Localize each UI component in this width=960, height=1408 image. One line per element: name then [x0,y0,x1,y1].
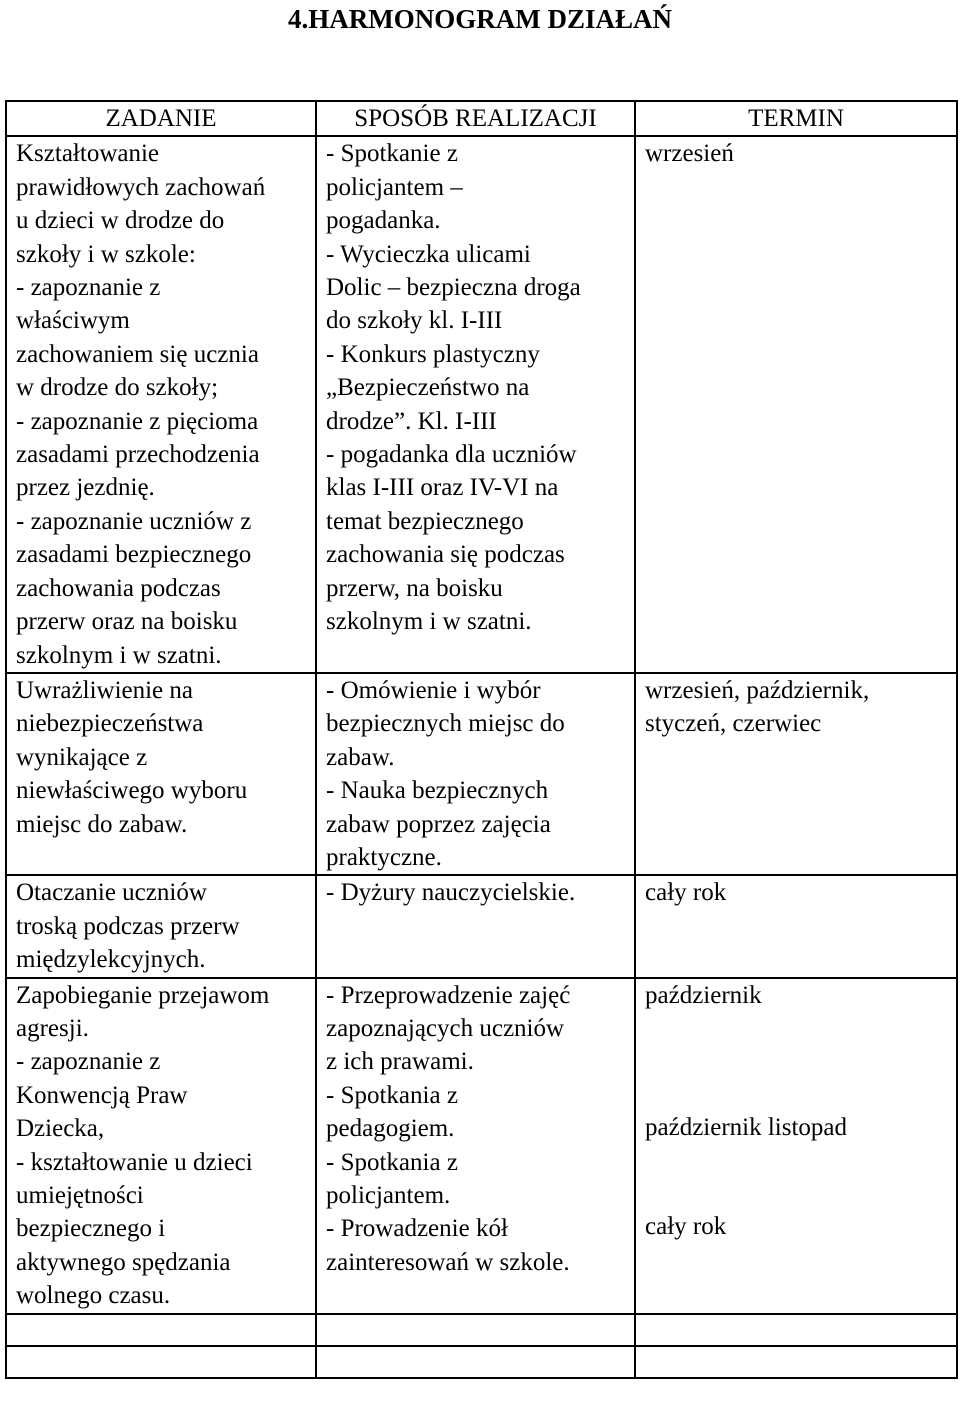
cell-text-line: szkolnym i w szatni. [16,641,222,669]
cell-text-line: przerw oraz na boisku [16,608,238,636]
cell-text-line: wynikające z [16,743,148,771]
cell-text-line: niebezpieczeństwa [16,710,204,738]
cell-zadanie [6,673,316,875]
cell-text-line: Konwencją Praw [16,1081,188,1109]
schedule-table [5,100,958,1379]
cell-text-line: „Bezpieczeństwo na [326,374,530,402]
header-sposob-realizacji: SPOSÓB REALIZACJI [316,101,635,136]
cell-text-line: zainteresowań w szkole. [326,1248,570,1276]
cell-text-line: klas I-III oraz IV-VI na [326,474,559,502]
cell-text-line: aktywnego spędzania [16,1248,231,1276]
cell-text-line: pedagogiem. [326,1115,455,1143]
cell-text-line: cały rok [645,879,727,907]
cell-text-line: Kształtowanie [16,140,160,168]
cell-text-line: policjantem – [326,173,463,201]
cell-text-line: temat bezpiecznego [326,507,524,535]
table-row [6,875,957,977]
cell-text-line: - Prowadzenie kół [326,1215,508,1243]
cell-zadanie [6,875,316,977]
cell-zadanie [6,136,316,673]
cell-text-line: - Przeprowadzenie zajęć [326,981,571,1009]
cell-text-line: zachowania się podczas [326,541,565,569]
cell-zadanie [6,978,316,1314]
cell-text-line [645,1144,956,1177]
cell-text-line: - zapoznanie uczniów z [16,507,252,535]
table-row [6,673,957,875]
cell-text-line: troską podczas przerw [16,912,240,940]
cell-sposob [316,673,635,875]
cell-text-line: - Spotkania z [326,1081,458,1109]
cell-text-line: - zapoznanie z [16,274,161,302]
cell-text-line: cały rok [645,1213,727,1241]
empty-cell [635,1314,957,1346]
cell-text-line: u dzieci w drodze do [16,207,225,235]
cell-text-line [645,1078,956,1111]
cell-text-line: agresji. [16,1014,89,1042]
table-header-row [6,101,957,136]
cell-text-line [645,1045,956,1078]
cell-text-line: pogadanka. [326,207,441,235]
cell-text-line: w drodze do szkoły; [16,374,219,402]
cell-text-line: do szkoły kl. I-III [326,307,503,335]
cell-text-line: prawidłowych zachowań [16,173,266,201]
cell-text-line: szkoły i w szkole: [16,240,196,268]
cell-text-line: wrzesień [645,140,734,168]
cell-text-line: bezpiecznego i [16,1215,166,1243]
cell-text-line: zapoznających uczniów [326,1014,565,1042]
empty-cell [316,1346,635,1378]
cell-text-line: - Wycieczka ulicami [326,240,531,268]
cell-text-line: zachowaniem się ucznia [16,340,259,368]
cell-text-line: bezpiecznych miejsc do [326,710,565,738]
cell-text-line: - Dyżury nauczycielskie. [326,879,576,907]
cell-text-line: niewłaściwego wyboru [16,777,248,805]
cell-text-line: - zapoznanie z [16,1048,161,1076]
cell-text-line: przez jezdnię. [16,474,155,502]
cell-text-line: właściwym [16,307,130,335]
cell-text-line: szkolnym i w szatni. [326,608,532,636]
empty-cell [6,1314,316,1346]
cell-text-line: - Nauka bezpiecznych [326,777,549,805]
cell-text-line: - kształtowanie u dzieci [16,1148,253,1176]
cell-text-line: - pogadanka dla uczniów [326,441,577,469]
header-termin: TERMIN [635,101,957,136]
cell-termin [635,673,957,875]
cell-text-line: styczeń, czerwiec [645,710,822,738]
cell-text-line: wrzesień, październik, [645,676,870,704]
cell-termin [635,136,957,673]
cell-text-line: Uwrażliwienie na [16,676,194,704]
header-zadanie: ZADANIE [6,101,316,136]
cell-sposob [316,875,635,977]
cell-text-line: miejsc do zabaw. [16,810,188,838]
cell-sposob [316,136,635,673]
cell-text-line: międzylekcyjnych. [16,946,206,974]
cell-text-line: zasadami przechodzenia [16,441,260,469]
cell-text-line: Dolic – bezpieczna droga [326,274,581,302]
cell-text-line [645,1012,956,1045]
empty-row [6,1314,957,1346]
cell-text-line: zabaw. [326,743,395,771]
cell-text-line: praktyczne. [326,843,442,871]
table-row [6,978,957,1314]
cell-text-line: październik [645,981,762,1009]
cell-text-line: zachowania podczas [16,574,221,602]
cell-termin [635,875,957,977]
cell-text-line: zabaw poprzez zajęcia [326,810,551,838]
cell-text-line: - Spotkania z [326,1148,458,1176]
cell-text-line: październik listopad [645,1113,848,1141]
cell-sposob [316,978,635,1314]
cell-text-line: wolnego czasu. [16,1282,171,1310]
empty-row [6,1346,957,1378]
cell-text-line: policjantem. [326,1182,451,1209]
cell-text-line: Zapobieganie przejawom [16,981,270,1009]
cell-text-line: - zapoznanie z pięcioma [16,407,259,435]
cell-text-line: - Omówienie i wybór [326,676,541,704]
cell-text-line: Otaczanie uczniów [16,879,207,907]
empty-cell [635,1346,957,1378]
cell-text-line: - Konkurs plastyczny [326,340,540,368]
cell-text-line: Dziecka, [16,1115,105,1143]
cell-text-line: z ich prawami. [326,1048,474,1076]
page-title: 4.HARMONOGRAM DZIAŁAŃ [288,4,672,34]
table-row [6,136,957,673]
cell-text-line: drodze”. Kl. I-III [326,407,497,435]
cell-termin [635,978,957,1314]
cell-text-line: przerw, na boisku [326,574,503,602]
cell-text-line: umiejętności [16,1182,144,1209]
cell-text-line: - Spotkanie z [326,140,458,168]
empty-cell [6,1346,316,1378]
cell-text-line: zasadami bezpiecznego [16,541,252,569]
empty-cell [316,1314,635,1346]
cell-text-line [645,1177,956,1210]
